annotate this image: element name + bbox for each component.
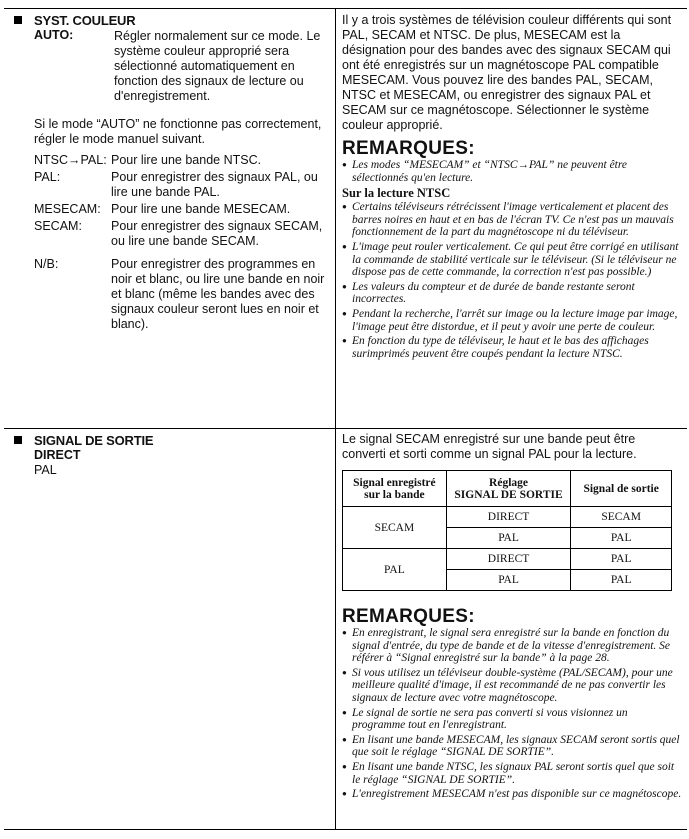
table-cell: DIRECT xyxy=(446,507,571,528)
syst-couleur-options xyxy=(14,13,330,423)
section-title: SYST. COULEUR xyxy=(34,13,136,28)
syst-couleur-explanation xyxy=(342,13,682,425)
header-setting-line2: SIGNAL DE SORTIE xyxy=(454,488,563,501)
table-cell: PAL xyxy=(571,570,672,591)
mode-key: PAL: xyxy=(34,170,61,184)
option-direct: DIRECT xyxy=(34,448,81,462)
remark-item: ● En enregistrant, le signal sera enregistré sur la bande en fonction du signal d'entrée, du type de bande et de la vitesse d'enregistrement. Se référer à “Signal enregistré sur la bande” à la page 28. xyxy=(342,627,682,665)
header-recorded-signal: Signal enregistré sur la bande xyxy=(343,471,447,507)
remark-item: ● Les modes “MESECAM” et “NTSC→PAL” ne peuvent être sélectionnés qu'en lecture. xyxy=(342,159,682,184)
remark-item: ● Pendant la recherche, l'arrêt sur image ou la lecture image par image, l'image peut être distordue, et il peut y avoir une perte de couleur. xyxy=(342,308,682,333)
remark-item: ● L'image peut rouler verticalement. Ce qui peut être corrigé en utilisant la commande de stabilité verticale sur le téléviseur. (Si le téléviseur ne dispose pas de cette commande, la correction n'est pas possible.) xyxy=(342,241,682,279)
table-cell: PAL xyxy=(343,549,447,591)
auto-description: Régler normalement sur ce mode. Le système couleur approprié sera sélectionné automatiquement en fonction des signaux de lecture ou d'enregistrement. xyxy=(114,29,321,103)
output-signal-table xyxy=(342,470,672,591)
mode-desc: Pour enregistrer des signaux PAL, ou lire une bande PAL. xyxy=(111,170,318,199)
ntsc-remarks-list xyxy=(342,201,682,360)
remark-item: ● Les valeurs du compteur et de durée de bande restante seront incorrectes. xyxy=(342,281,682,306)
header-setting xyxy=(446,471,571,507)
remark-item: ● En lisant une bande MESECAM, les signaux SECAM seront sortis quel que soit le réglage “SIGNAL DE SORTIE”. xyxy=(342,734,682,759)
remarks-title: REMARQUES: xyxy=(342,606,475,627)
table-cell: PAL xyxy=(446,570,571,591)
frame-middle-line xyxy=(4,428,687,429)
intro-text: Le signal SECAM enregistré sur une bande peut être converti et sorti comme un signal PAL pour la lecture. xyxy=(342,432,637,461)
column-divider xyxy=(335,8,336,830)
mode-list xyxy=(34,153,330,334)
signal-de-sortie-explanation xyxy=(342,432,682,827)
section-marker-icon xyxy=(14,436,22,444)
remark-item: ● Si vous utilisez un téléviseur double-système (PAL/SECAM), pour une meilleure qualité d'image, il est recommandé de ne pas convertir les signaux de lecture avec votre magnétoscope. xyxy=(342,667,682,705)
frame-top-line xyxy=(4,8,687,9)
manual-note: Si le mode “AUTO” ne fonctionne pas correctement, régler le mode manuel suivant. xyxy=(34,117,322,146)
remark-item: ● L'enregistrement MESECAM n'est pas disponible sur ce magnétoscope. xyxy=(342,788,682,801)
mode-key: MESECAM: xyxy=(34,202,101,216)
intro-text: Il y a trois systèmes de télévision couleur différents qui sont PAL, SECAM et NTSC. De plus, MESECAM est la désignation pour des bandes avec des signaux SECAM qui ont été enregistrés sur un magnétoscope PAL compatible MESECAM. Vous pouvez lire des bandes PAL, SECAM, NTSC et MESECAM, ou enregistrer des signaux PAL et SECAM sur ce magnétoscope. Sélectionner le système couleur approprié. xyxy=(342,13,672,132)
table-cell: SECAM xyxy=(571,507,672,528)
auto-label: AUTO: xyxy=(34,28,74,42)
section-title: SIGNAL DE SORTIE xyxy=(34,433,154,448)
section-marker-icon xyxy=(14,16,22,24)
table-cell: PAL xyxy=(571,549,672,570)
remark-item: ● En fonction du type de téléviseur, le haut et le bas des affichages surimprimés peuvent être coupés pendant la lecture NTSC. xyxy=(342,335,682,360)
header-output-signal: Signal de sortie xyxy=(571,471,672,507)
table-cell: PAL xyxy=(571,528,672,549)
mode-desc: Pour lire une bande MESECAM. xyxy=(111,202,291,216)
signal-de-sortie-options xyxy=(14,433,330,493)
mode-desc: Pour enregistrer des programmes en noir et blanc, ou lire une bande en noir et blanc (même les bandes avec des signaux couleur seront lues en noir et blanc). xyxy=(111,257,325,331)
remark-item: ● Certains téléviseurs rétrécissent l'image verticalement et placent des barres noires en haut et en bas de l'écran TV. Ce n'est pas un mauvais fonctionnement de la part du magnétoscope ni du téléviseur. xyxy=(342,201,682,239)
mode-key: NTSC→PAL: xyxy=(34,153,107,167)
remark-item: ● En lisant une bande NTSC, les signaux PAL seront sortis quel que soit le réglage “SIGNAL DE SORTIE”. xyxy=(342,761,682,786)
remarks-list xyxy=(342,627,682,801)
remarks-list xyxy=(342,159,682,184)
mode-desc: Pour lire une bande NTSC. xyxy=(111,153,262,167)
mode-key: N/B: xyxy=(34,257,59,271)
option-pal: PAL xyxy=(34,463,57,477)
frame-bottom-line xyxy=(4,829,687,830)
remark-item: ● Le signal de sortie ne sera pas converti si vous visionnez un programme tout en l'enregistrant. xyxy=(342,707,682,732)
table-cell: PAL xyxy=(446,528,571,549)
ntsc-heading: Sur la lecture NTSC xyxy=(342,186,451,201)
header-setting-line1: Réglage xyxy=(489,476,529,489)
mode-desc: Pour enregistrer des signaux SECAM, ou lire une bande SECAM. xyxy=(111,219,323,248)
mode-key: SECAM: xyxy=(34,219,82,233)
remarks-title: REMARQUES: xyxy=(342,138,475,159)
table-cell: SECAM xyxy=(343,507,447,549)
table-cell: DIRECT xyxy=(446,549,571,570)
